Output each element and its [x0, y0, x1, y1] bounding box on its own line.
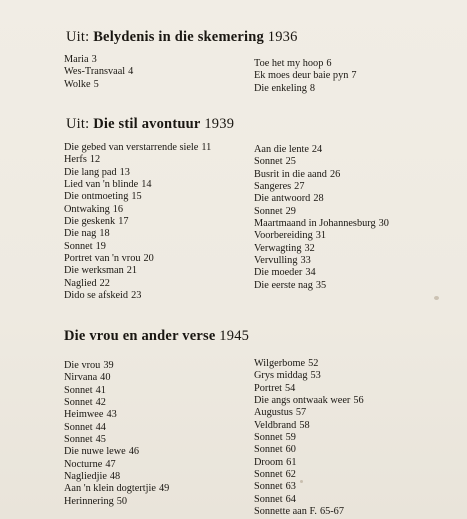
- toc-entry: [64, 241, 211, 253]
- page-number: 49: [158, 483, 170, 495]
- page-number: 60: [285, 444, 296, 456]
- page-number: 17: [118, 216, 129, 228]
- poem-title: Aan 'n klein dogtertjie: [64, 483, 156, 495]
- heading-year: 1945: [219, 328, 250, 344]
- toc-entry: [64, 483, 169, 495]
- poem-title: Die antwoord: [254, 193, 311, 205]
- heading-prefix: Uit:: [66, 29, 94, 45]
- poem-title: Nocturne: [64, 458, 103, 470]
- section-heading: [64, 328, 249, 345]
- page-number: 21: [126, 265, 138, 277]
- paper-speckle: [300, 480, 303, 483]
- section-heading: [66, 116, 234, 133]
- poem-title: Die lang pad: [64, 166, 117, 178]
- poem-list-right: [254, 144, 389, 292]
- toc-entry: [64, 191, 211, 203]
- heading-prefix: Uit:: [66, 116, 94, 132]
- poem-title: Die vrou: [64, 360, 101, 371]
- poem-title: Nagliedjie: [64, 471, 107, 483]
- page-number: 13: [119, 166, 130, 178]
- toc-entry: [64, 66, 133, 78]
- page-number: 62: [285, 469, 296, 481]
- heading-title: Die stil avontuur: [93, 116, 201, 132]
- toc-entry: [64, 422, 169, 434]
- poem-title: Herinnering: [64, 495, 114, 507]
- poem-title: Toe het my hoop: [254, 58, 324, 69]
- page-number: 61: [286, 456, 297, 468]
- toc-entry: [64, 397, 169, 409]
- page-number: 33: [300, 255, 311, 267]
- toc-entry: [64, 360, 169, 372]
- toc-entry: [254, 457, 364, 469]
- page-number: 29: [285, 205, 296, 217]
- poem-title: Sonnet: [64, 421, 93, 433]
- toc-entry: [254, 243, 389, 255]
- page-number: 34: [305, 267, 316, 279]
- page-number: 14: [141, 179, 152, 191]
- toc-entry: [254, 70, 357, 82]
- toc-entry: [254, 267, 389, 279]
- heading-year: 1939: [204, 116, 235, 132]
- toc-entry: [64, 471, 169, 483]
- toc-entry: [64, 434, 169, 446]
- page-number: 48: [109, 471, 121, 483]
- poem-title: Sonnette aan F.: [254, 506, 317, 518]
- page-number: 46: [128, 446, 140, 458]
- poem-title: Die geskenk: [64, 216, 116, 228]
- toc-entry: [64, 79, 133, 91]
- page-number: 19: [95, 240, 106, 252]
- page-number: 57: [295, 407, 307, 419]
- poem-title: Voorbereiding: [254, 230, 313, 242]
- toc-entry: [64, 265, 211, 277]
- poem-title: Veldbrand: [254, 419, 297, 431]
- toc-entry: [64, 253, 211, 265]
- page-number: 63: [285, 481, 296, 493]
- page-number: 40: [100, 372, 111, 384]
- toc-entry: [64, 385, 169, 397]
- toc-entry: [64, 142, 211, 154]
- page-number: 59: [285, 432, 296, 444]
- poem-title: Vervulling: [254, 255, 298, 267]
- poem-title: Sonnet: [64, 384, 93, 396]
- poem-title: Grys middag: [254, 370, 308, 382]
- toc-entry: [254, 481, 364, 493]
- poem-title: Ontwaking: [64, 203, 110, 215]
- poem-title: Portret van 'n vrou: [64, 253, 141, 265]
- toc-entry: [254, 420, 364, 432]
- poem-title: Wolke: [64, 78, 91, 90]
- poem-list-left: [64, 142, 211, 302]
- poem-title: Sonnet: [64, 397, 93, 409]
- page-number: 12: [89, 154, 101, 166]
- toc-entry: [254, 494, 364, 506]
- toc-entry: [64, 54, 133, 66]
- poem-title: Sonnet: [254, 432, 283, 444]
- poem-title: Die nuwe lewe: [64, 446, 126, 458]
- page-number: 52: [308, 358, 319, 369]
- toc-entry: [254, 206, 389, 218]
- page-number: 35: [315, 279, 327, 291]
- page-number: 6: [326, 58, 332, 69]
- page-number: 28: [313, 193, 324, 205]
- toc-entry: [254, 370, 364, 382]
- poem-title: Dido se afskeid: [64, 290, 129, 302]
- page-number: 16: [112, 203, 124, 215]
- poem-title: Sonnet: [254, 469, 283, 481]
- page-number: 64: [285, 493, 296, 505]
- toc-entry: [254, 156, 389, 168]
- poem-title: Sonnet: [254, 156, 283, 168]
- page-number: 30: [378, 218, 389, 230]
- page-number: 39: [103, 360, 114, 371]
- poem-title: Sangeres: [254, 181, 292, 193]
- toc-entry: [254, 169, 389, 181]
- page-number: 25: [285, 156, 296, 168]
- toc-entry: [64, 372, 169, 384]
- page-number: 18: [99, 228, 110, 240]
- poem-title: Augustus: [254, 407, 293, 419]
- toc-entry: [64, 154, 211, 166]
- toc-entry: [254, 506, 364, 518]
- page-number: 31: [315, 230, 327, 242]
- page-number: 24: [311, 144, 323, 155]
- toc-entry: [254, 358, 364, 370]
- poem-title: Sonnet: [254, 444, 283, 456]
- page-number: 15: [131, 191, 142, 203]
- poem-title: Aan die lente: [254, 144, 309, 155]
- heading-title: Die vrou en ander verse: [64, 328, 216, 344]
- page-number: 11: [201, 142, 212, 153]
- poem-title: Die angs ontwaak weer: [254, 395, 351, 407]
- poem-title: Die nag: [64, 228, 97, 240]
- poem-title: Heimwee: [64, 409, 104, 421]
- page-number: 5: [93, 78, 99, 90]
- page-number: 32: [304, 242, 315, 254]
- page-number: 26: [329, 168, 341, 180]
- poem-title: Droom: [254, 456, 284, 468]
- page-number: 43: [106, 409, 117, 421]
- toc-entry: [254, 193, 389, 205]
- page-number: 3: [91, 54, 97, 65]
- poem-title: Wilgerbome: [254, 358, 306, 369]
- page-number: 8: [309, 82, 316, 94]
- toc-entry: [64, 278, 211, 290]
- toc-entry: [64, 216, 211, 228]
- poem-title: Sonnet: [254, 493, 283, 505]
- toc-entry: [254, 407, 364, 419]
- poem-title: Maartmaand in Johannesburg: [254, 218, 376, 230]
- poem-title: Maria: [64, 54, 89, 65]
- poem-title: Busrit in die aand: [254, 168, 327, 180]
- poem-title: Sonnet: [64, 240, 93, 252]
- page-number: 27: [294, 181, 305, 193]
- page-number: 20: [143, 253, 154, 265]
- poem-title: Sonnet: [254, 205, 283, 217]
- poem-title: Portret: [254, 382, 283, 394]
- poem-title: Die eerste nag: [254, 279, 313, 291]
- toc-entry: [254, 280, 389, 292]
- poem-title: Wes-Transvaal: [64, 66, 126, 78]
- page-number: 4: [128, 66, 134, 78]
- toc-entry: [254, 432, 364, 444]
- page-number: 50: [116, 495, 128, 507]
- toc-entry: [254, 181, 389, 193]
- paper-speckle: [434, 296, 439, 300]
- poem-title: Verwagting: [254, 242, 302, 254]
- toc-entry: [254, 383, 364, 395]
- toc-entry: [254, 469, 364, 481]
- page-number: 53: [310, 370, 321, 382]
- toc-entry: [64, 409, 169, 421]
- page-number: 7: [351, 70, 357, 82]
- page-number: 54: [285, 382, 296, 394]
- poem-title: Ek moes deur baie pyn: [254, 70, 349, 82]
- page-number: 41: [95, 384, 106, 396]
- poem-list-left: [64, 54, 133, 91]
- page-number: 56: [353, 395, 364, 407]
- page-number: 47: [105, 458, 116, 470]
- poem-title: Die moeder: [254, 267, 303, 279]
- poem-list-right: [254, 58, 357, 95]
- poem-title: Sonnet: [254, 481, 283, 493]
- poem-title: Die gebed van verstarrende siele: [64, 142, 199, 153]
- toc-entry: [64, 179, 211, 191]
- toc-entry: [254, 58, 357, 70]
- poem-title: Die werksman: [64, 265, 124, 277]
- toc-entry: [64, 228, 211, 240]
- poem-title: Sonnet: [64, 434, 93, 446]
- page-number: 23: [131, 290, 142, 302]
- toc-entry: [64, 496, 169, 508]
- poem-title: Herfs: [64, 154, 87, 166]
- heading-title: Belydenis in die skemering: [93, 29, 264, 45]
- toc-entry: [64, 459, 169, 471]
- page-number: 44: [95, 421, 106, 433]
- toc-entry: [254, 444, 364, 456]
- page-number: 65-67: [319, 506, 344, 518]
- toc-entry: [64, 204, 211, 216]
- toc-entry: [254, 218, 389, 230]
- toc-entry: [254, 83, 357, 95]
- toc-entry: [254, 255, 389, 267]
- toc-entry: [64, 290, 211, 302]
- poem-title: Naglied: [64, 277, 97, 289]
- page-number: 58: [299, 419, 310, 431]
- poem-title: Die enkeling: [254, 82, 307, 94]
- page-number: 45: [95, 434, 106, 446]
- page-number: 42: [95, 397, 106, 409]
- section-heading: [66, 29, 298, 46]
- poem-list-left: [64, 360, 169, 508]
- poem-title: Nirvana: [64, 372, 98, 384]
- page-number: 22: [99, 277, 110, 289]
- poem-list-right: [254, 358, 364, 518]
- toc-entry: [254, 395, 364, 407]
- heading-year: 1936: [267, 29, 298, 45]
- toc-entry: [254, 144, 389, 156]
- poem-title: Die ontmoeting: [64, 191, 129, 203]
- toc-entry: [254, 230, 389, 242]
- toc-entry: [64, 446, 169, 458]
- poem-title: Lied van 'n blinde: [64, 179, 139, 191]
- toc-entry: [64, 167, 211, 179]
